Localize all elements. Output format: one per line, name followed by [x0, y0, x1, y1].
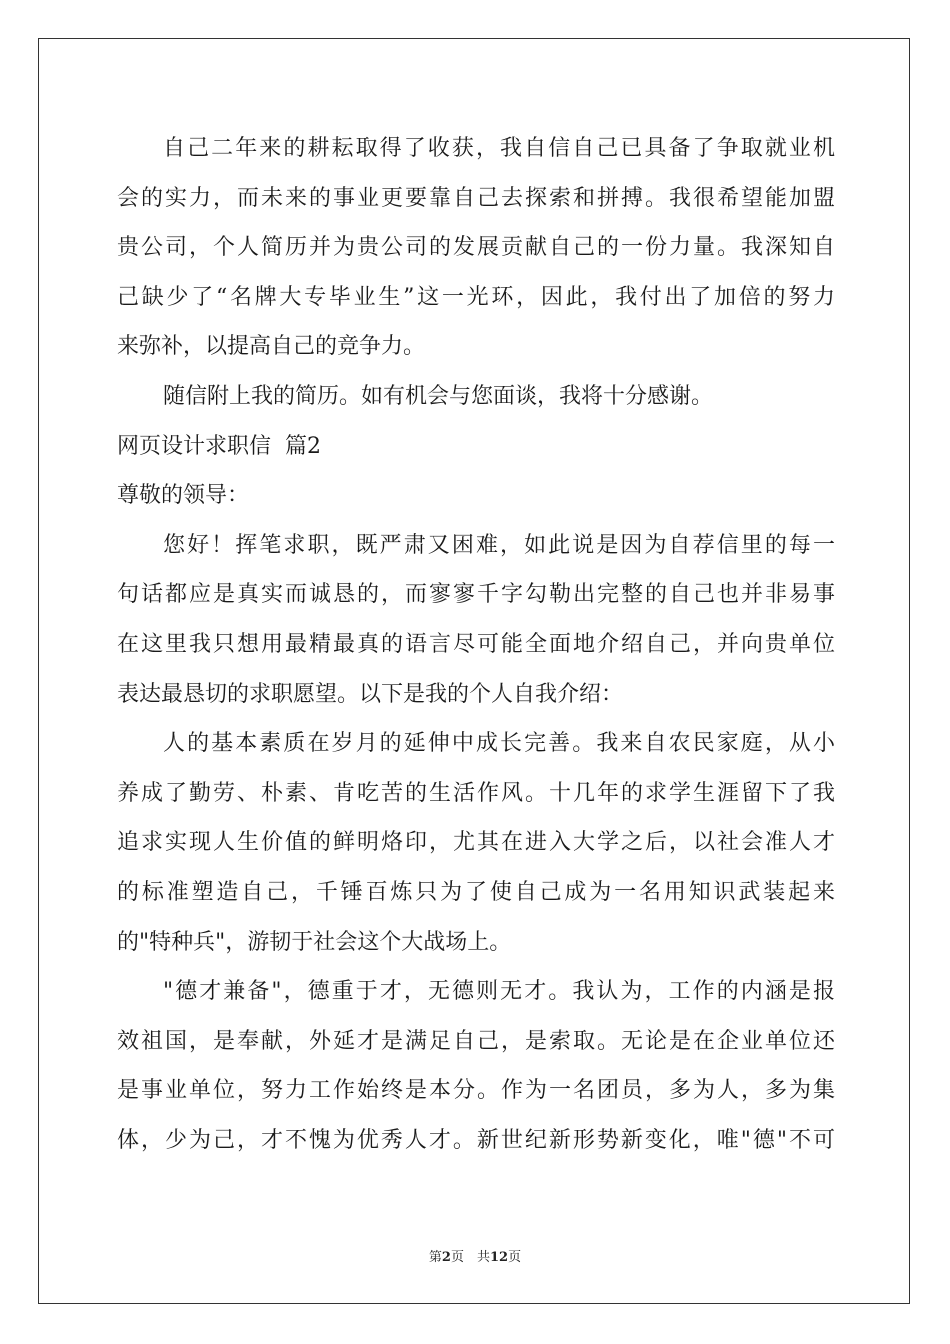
text-line: 来弥补，以提高自己的竞争力。 [117, 334, 426, 360]
paragraph [117, 124, 835, 372]
text-line: 己缺少了“名牌大专毕业生”这一光环，因此，我付出了加倍的努力 [117, 284, 835, 310]
total-pages-number: 12 [489, 1250, 509, 1265]
paragraph [117, 719, 835, 967]
text-line: 追求实现人生价值的鲜明烙印，尤其在进入大学之后，以社会准人才 [117, 830, 835, 856]
section-heading [117, 422, 835, 472]
paragraph [117, 372, 835, 422]
document-body [117, 124, 835, 1165]
text-line: 的标准塑造自己，千锤百炼只为了使自己成为一名用知识武装起来 [117, 879, 835, 905]
text-line: 养成了勤劳、朴素、肯吃苦的生活作风。十几年的求学生涯留下了我 [117, 780, 835, 806]
paragraph [117, 967, 835, 1165]
footer-mid: 页 共 [450, 1250, 490, 1265]
paragraph [117, 521, 835, 719]
salutation-text: 尊敬的领导： [117, 483, 250, 509]
text-line: 体，少为己，才不愧为优秀人才。新世纪新形势新变化，唯"德"不可 [117, 1127, 835, 1153]
text-line: 贵公司，个人简历并为贵公司的发展贡献自己的一份力量。我深知自 [117, 235, 835, 261]
text-line: 您好！挥笔求职，既严肃又困难，如此说是因为自荐信里的每一 [163, 532, 835, 558]
footer-suffix: 页 [508, 1250, 522, 1265]
page-footer [0, 1246, 950, 1265]
text-line: 的"特种兵"，游韧于社会这个大战场上。 [117, 929, 512, 955]
salutation [117, 471, 835, 521]
text-line: 自己二年来的耕耘取得了收获，我自信自己已具备了争取就业机 [163, 136, 835, 161]
text-line: 句话都应是真实而诚恳的，而寥寥千字勾勒出完整的自己也并非易事 [117, 582, 835, 608]
text-line: 会的实力，而未来的事业更要靠自己去探索和拼搏。我很希望能加盟 [117, 185, 835, 211]
text-line: 人的基本素质在岁月的延伸中成长完善。我来自农民家庭，从小 [163, 731, 835, 757]
heading-text: 网页设计求职信 篇2 [117, 433, 321, 459]
text-line: 效祖国，是奉献，外延才是满足自己，是索取。无论是在企业单位还 [117, 1028, 835, 1054]
current-page-number: 2 [441, 1250, 451, 1265]
text-line: "德才兼备"，德重于才，无德则无才。我认为，工作的内涵是报 [163, 979, 835, 1005]
text-line: 在这里我只想用最精最真的语言尽可能全面地介绍自己，并向贵单位 [117, 631, 835, 657]
text-line: 随信附上我的简历。如有机会与您面谈，我将十分感谢。 [163, 383, 714, 409]
footer-prefix: 第 [428, 1250, 442, 1265]
text-line: 表达最恳切的求职愿望。以下是我的个人自我介绍： [117, 681, 624, 707]
text-line: 是事业单位，努力工作始终是本分。作为一名团员，多为人，多为集 [117, 1078, 835, 1104]
